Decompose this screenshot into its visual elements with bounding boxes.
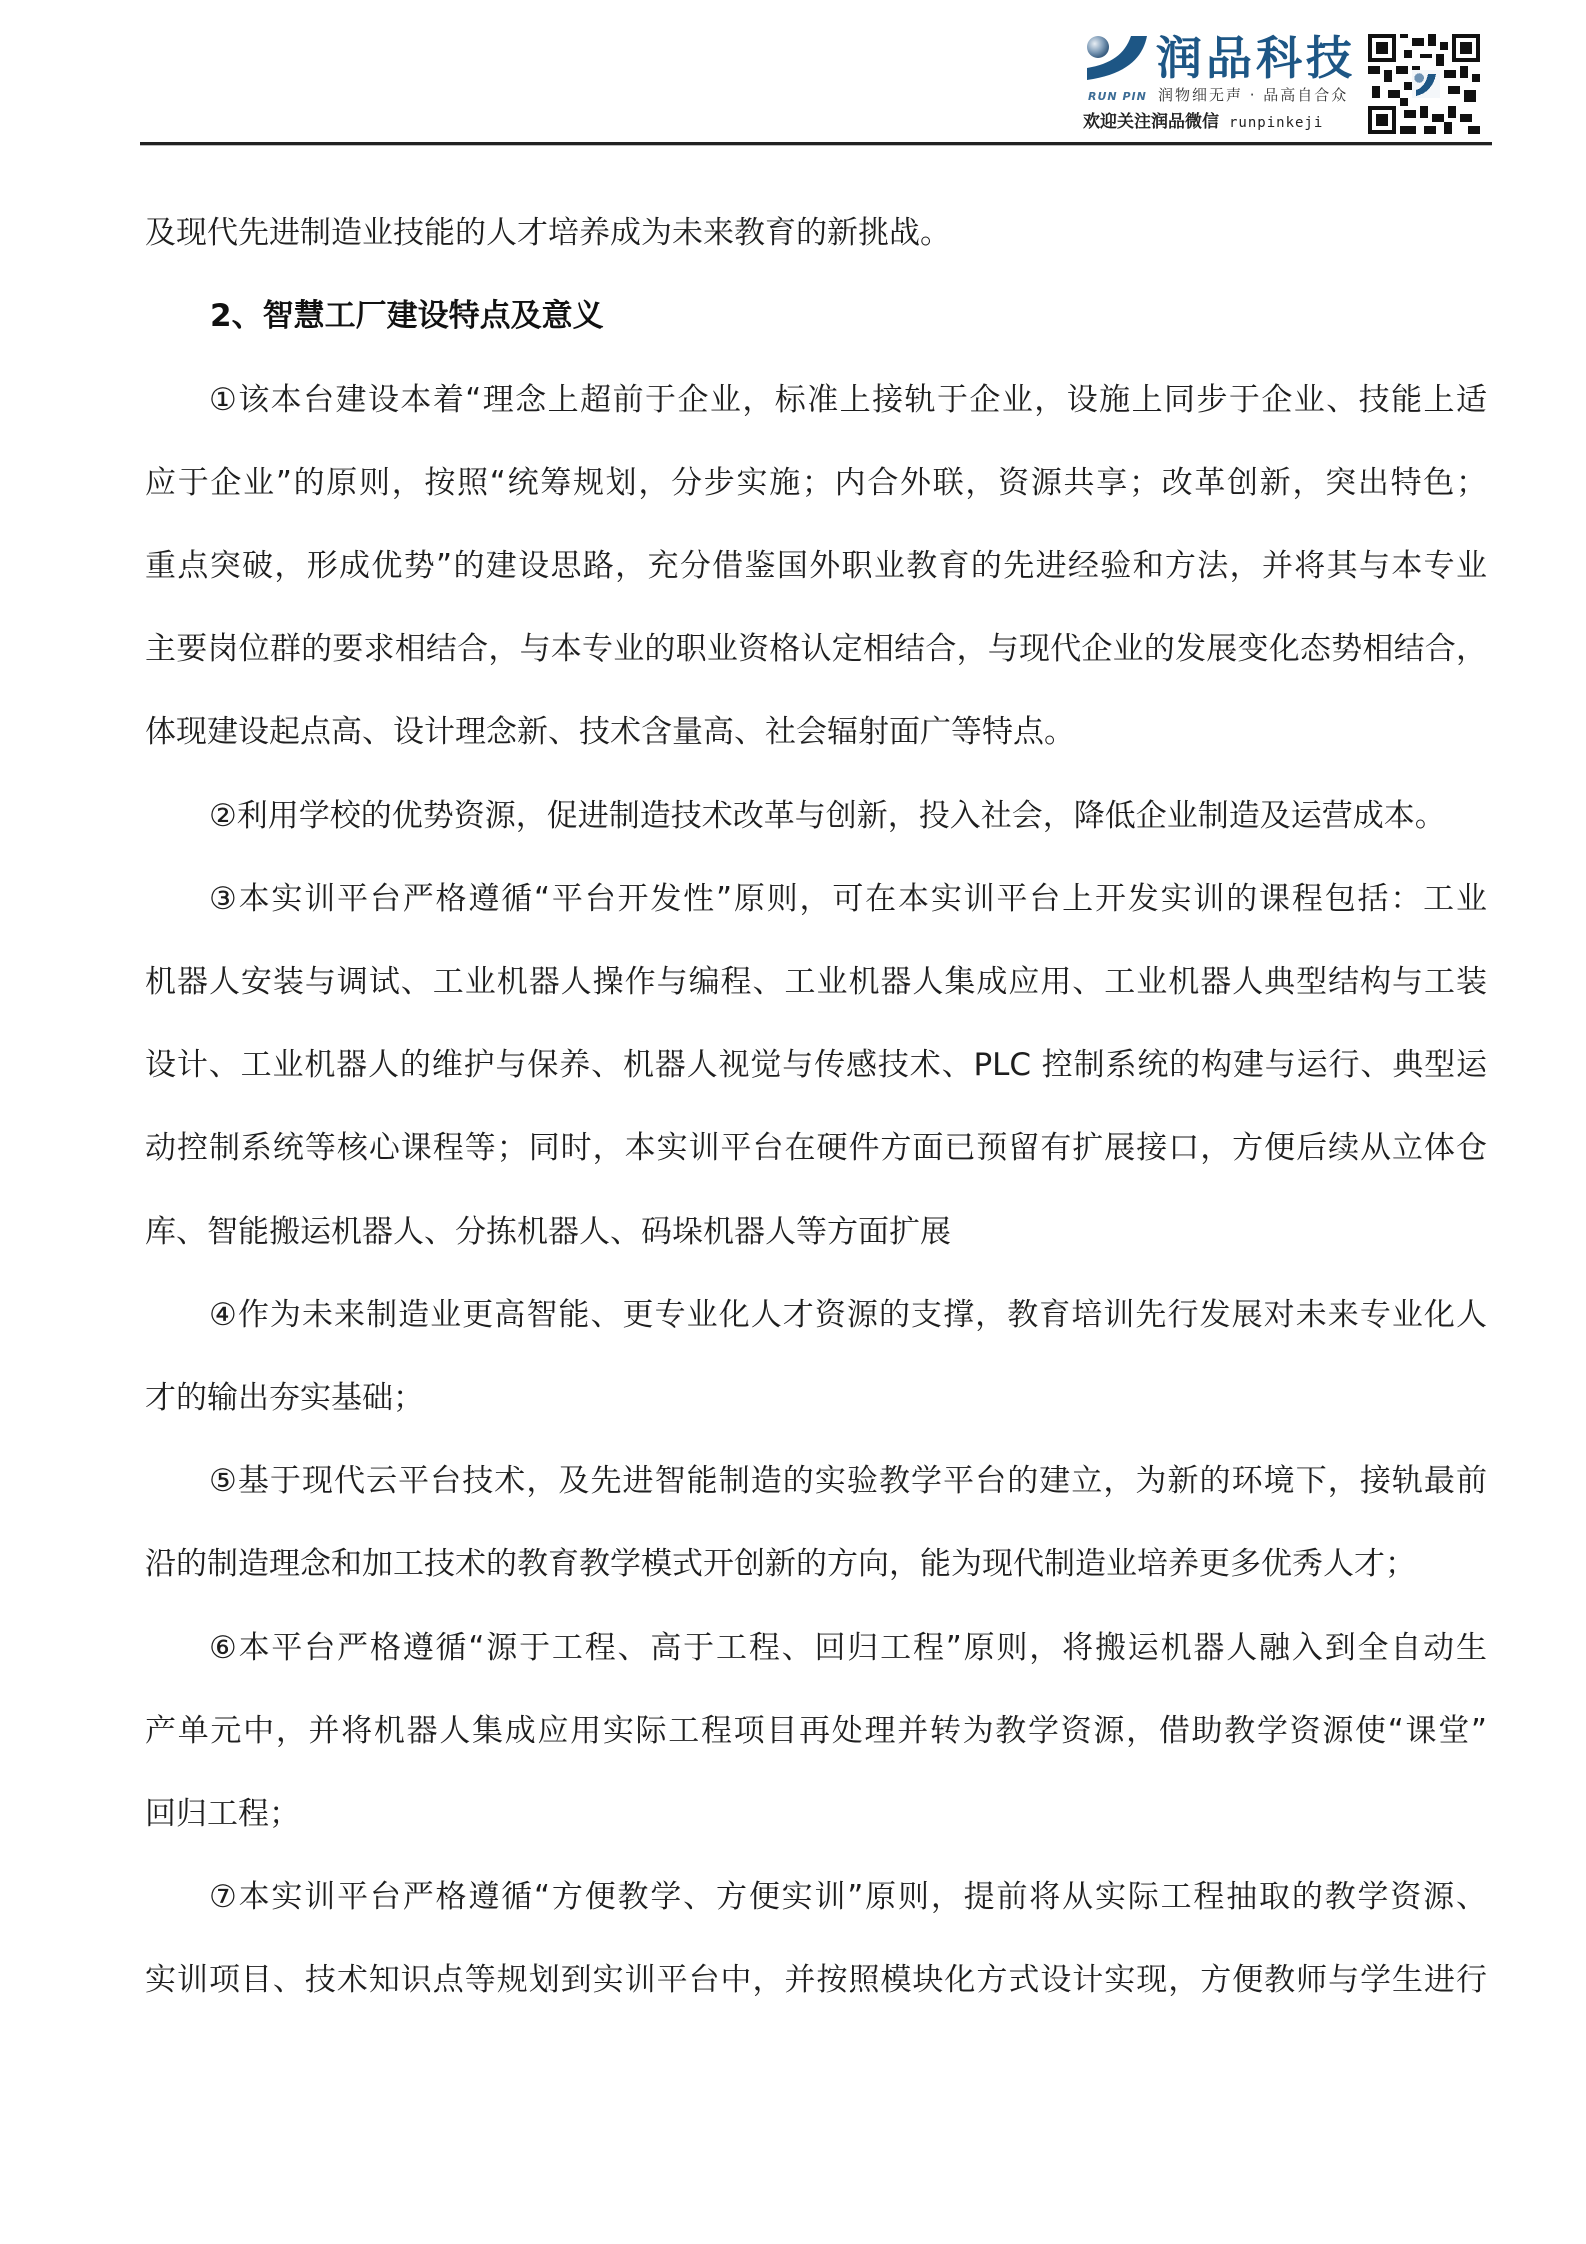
text-line: 产单元中，并将机器人集成应用实际工程项目再处理并转为教学资源，借助教学资源使“课堂” [145,1713,1487,1749]
text-line: ①该本台建设本着“理念上超前于企业，标准上接轨于企业，设施上同步于企业、技能上适 [209,382,1487,418]
header-divider [140,142,1492,145]
section-heading: 2、智慧工厂建设特点及意义 [210,298,604,334]
brand-slogan: 润物细无声 · 品高自合众 [1158,86,1349,104]
text-line: 设计、工业机器人的维护与保养、机器人视觉与传感技术、PLC 控制系统的构建与运行、典型运 [145,1047,1487,1083]
text-line: ②利用学校的优势资源，促进制造技术改革与创新，投入社会，降低企业制造及运营成本。 [209,798,1446,834]
brand-latin: RUN PIN [1088,90,1147,103]
text-line: 机器人安装与调试、工业机器人操作与编程、工业机器人集成应用、工业机器人典型结构与工装 [145,964,1487,1000]
text-line: 回归工程； [145,1796,300,1832]
page-header [1080,28,1490,138]
text-line: 才的输出夯实基础； [145,1380,424,1416]
text-line: 应于企业”的原则，按照“统筹规划，分步实施；内合外联，资源共享；改革创新，突出特色； [145,465,1487,501]
text-line: 动控制系统等核心课程等；同时，本实训平台在硬件方面已预留有扩展接口，方便后续从立体仓 [145,1130,1487,1166]
text-line: 主要岗位群的要求相结合，与本专业的职业资格认定相结合，与现代企业的发展变化态势相结合， [145,631,1487,667]
follow-wechat-text [1083,111,1323,134]
follow-label: 欢迎关注润品微信 [1083,112,1219,132]
wechat-id: runpinkeji [1229,115,1324,131]
brand-name: 润品科技 [1156,31,1356,85]
runpin-logo-icon [1085,34,1147,84]
text-line: ④作为未来制造业更高智能、更专业化人才资源的支撑，教育培训先行发展对未来专业化人 [209,1297,1487,1333]
text-line: 实训项目、技术知识点等规划到实训平台中，并按照模块化方式设计实现，方便教师与学生进行 [145,1962,1487,1998]
text-line: 库、智能搬运机器人、分拣机器人、码垛机器人等方面扩展 [145,1214,951,1250]
text-line: ⑤基于现代云平台技术，及先进智能制造的实验教学平台的建立，为新的环境下，接轨最前 [209,1463,1487,1499]
text-line: 重点突破，形成优势”的建设思路，充分借鉴国外职业教育的先进经验和方法，并将其与本专业 [145,548,1487,584]
text-line: ⑥本平台严格遵循“源于工程、高于工程、回归工程”原则，将搬运机器人融入到全自动生 [209,1630,1487,1666]
text-line: 及现代先进制造业技能的人才培养成为未来教育的新挑战。 [145,215,951,251]
text-line: ⑦本实训平台严格遵循“方便教学、方便实训”原则，提前将从实际工程抽取的教学资源、 [209,1879,1487,1915]
text-line: ③本实训平台严格遵循“平台开发性”原则，可在本实训平台上开发实训的课程包括：工业 [209,881,1487,917]
text-line: 沿的制造理念和加工技术的教育教学模式开创新的方向，能为现代制造业培养更多优秀人才； [145,1546,1416,1582]
text-line: 体现建设起点高、设计理念新、技术含量高、社会辐射面广等特点。 [145,714,1075,750]
qr-code-icon [1368,34,1480,134]
